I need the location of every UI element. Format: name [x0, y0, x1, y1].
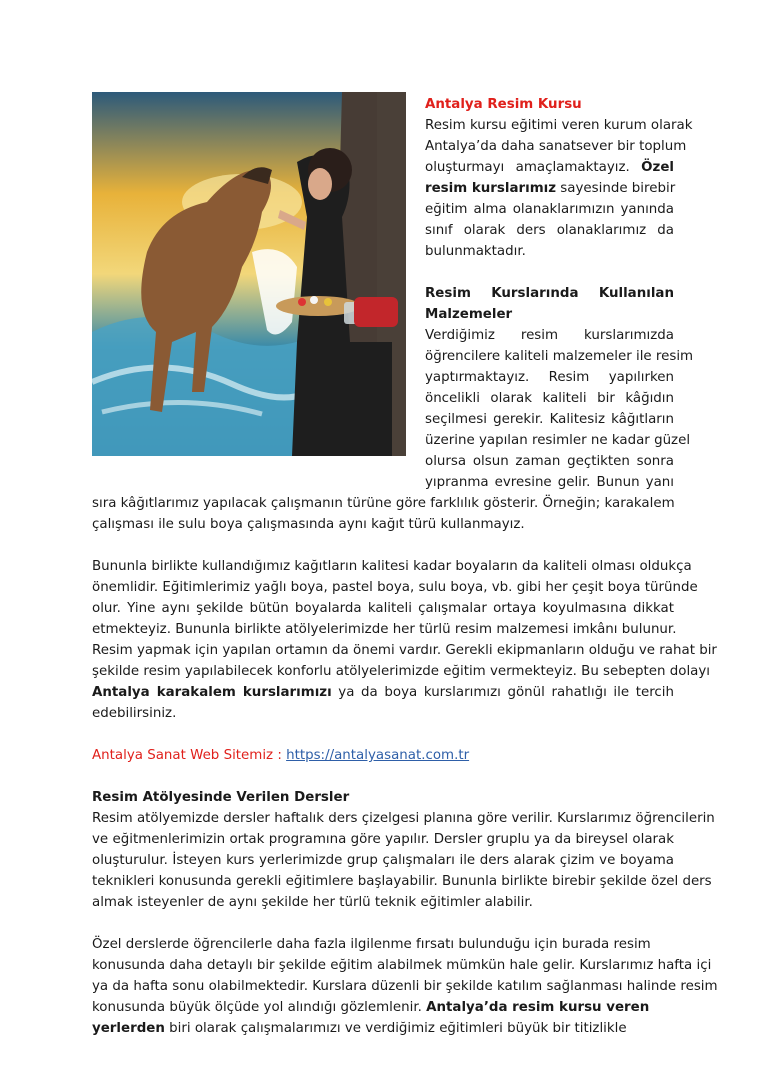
materials-full-line-2: çalışması ile sulu boya çalışmasında aynı kağıt türü kullanmayız. — [92, 517, 525, 532]
intro-bold-ozel: Özel — [641, 160, 674, 175]
paint-line-3: olur. Yine aynı şekilde bütün boyalarda kaliteli çalışmalar ortaya koyulmasına dikkat — [92, 601, 674, 616]
materials-line-2: öğrencilere kaliteli malzemeler ile resim — [425, 349, 694, 364]
lessons-line-2: ve eğitmenlerimizin ortak programına göre yapılır. Dersler gruplu ya da bireysel olarak — [92, 832, 674, 847]
website-link[interactable]: https://antalyasanat.com.tr — [286, 748, 470, 763]
lessons-line-4: teknikleri konusunda gerekli eğitimlere başlayabilir. Bununla birlikte birebir şekilde özel ders — [92, 874, 712, 889]
intro-line-1: Resim kursu eğitimi veren kurum olarak — [425, 118, 693, 133]
paint-line-7 — [92, 682, 674, 703]
intro-line-5: eğitim alma olanaklarımızın yanında — [425, 202, 674, 217]
lessons-line-5: almak isteyenler de aynı şekilde her türlü teknik eğitimler alabilir. — [92, 895, 533, 910]
page-heading: Antalya Resim Kursu — [425, 97, 582, 112]
intro-line-4-text: sayesinde birebir — [556, 181, 676, 196]
materials-line-5: seçilmesi gerekir. Kalitesiz kâğıtların — [425, 412, 674, 427]
intro-line-3 — [425, 157, 674, 178]
paint-line-2: önemlidir. Eğitimlerimiz yağlı boya, pastel boya, sulu boya, vb. gibi her çeşit boya türünde — [92, 580, 698, 595]
private-bold-2: yerlerden — [92, 1021, 165, 1036]
paint-line-5: Resim yapmak için yapılan ortamın da önemi vardır. Gerekli ekipmanların olduğu ve rahat bir — [92, 643, 717, 658]
private-bold-1: Antalya’da resim kursu veren — [426, 1000, 650, 1015]
private-line-4-text: konusunda büyük ölçüde yol alındığı gözlemlenir. — [92, 1000, 427, 1015]
private-line-2: konusunda daha detaylı bir şekilde eğitim alabilmek mümkün hale gelir. Kurslarımız hafta içi — [92, 958, 712, 973]
intro-line-6: sınıf olarak ders olanaklarımız da — [425, 223, 674, 238]
website-line — [92, 745, 674, 766]
intro-line-7: bulunmaktadır. — [425, 244, 526, 259]
private-line-5-text: biri olarak çalışmalarımızı ve verdiğimiz eğitimleri büyük bir titizlikle — [164, 1021, 627, 1036]
intro-line-2: Antalya’da daha sanatsever bir toplum — [425, 139, 687, 154]
intro-line-4 — [425, 178, 674, 199]
lessons-line-1: Resim atölyemizde dersler haftalık ders çizelgesi planına göre verilir. Kurslarımız öğrencilerin — [92, 811, 715, 826]
intro-bold-resim-kurslarimiz: resim kurslarımız — [425, 181, 557, 196]
paint-line-8: edebilirsiniz. — [92, 706, 177, 721]
paint-line-6: şekilde resim yapılabilecek konforlu atölyelerimizde eğitim vermekteyiz. Bu sebepten dolayı — [92, 664, 711, 679]
materials-line-3: yaptırmaktayız. Resim yapılırken — [425, 370, 674, 385]
private-line-3: ya da hafta sonu olabilmektedir. Kurslara düzenli bir şekilde katılım sağlanması halinde resim — [92, 979, 718, 994]
private-line-1: Özel derslerde öğrencilerle daha fazla ilgilenme fırsatı bulunduğu için burada resim — [92, 937, 651, 952]
materials-line-4: öncelikli olarak kaliteli bir kâğıdın — [425, 391, 674, 406]
lessons-line-3: oluşturulur. İsteyen kurs yerlerimizde grup çalışmaları ile ders alarak çizim ve boyama — [92, 853, 674, 868]
private-line-5 — [92, 1018, 674, 1039]
painting-photo — [92, 92, 406, 456]
paint-line-4: etmekteyiz. Bununla birlikte atölyelerimizde her türlü resim malzemesi imkânı bulunur. — [92, 622, 677, 637]
website-label: Antalya Sanat Web Sitemiz : — [92, 748, 287, 763]
materials-line-8: yıpranma evresine gelir. Bunun yanı — [425, 475, 674, 490]
materials-line-6: üzerine yapılan resimler ne kadar güzel — [425, 433, 691, 448]
lessons-heading: Resim Atölyesinde Verilen Dersler — [92, 790, 350, 805]
paint-line-7-text: ya da boya kurslarımızı gönül rahatlığı ile tercih — [331, 685, 674, 700]
materials-heading-line-1: Resim Kurslarında Kullanılan — [425, 286, 674, 301]
paint-line-1: Bununla birlikte kullandığımız kağıtların kalitesi kadar boyaların da kaliteli olması oldukça — [92, 559, 692, 574]
materials-heading-line-2: Malzemeler — [425, 307, 513, 322]
materials-line-1: Verdiğimiz resim kurslarımızda — [425, 328, 674, 343]
paint-bold-karakalem: Antalya karakalem kurslarımızı — [92, 685, 332, 700]
materials-full-line-1: sıra kâğıtlarımız yapılacak çalışmanın türüne göre farklılık gösterir. Örneğin; karakalem — [92, 496, 675, 511]
materials-line-7: olursa olsun zaman geçtikten sonra — [425, 454, 674, 469]
private-line-4 — [92, 997, 674, 1018]
intro-line-3-text: oluşturmayı amaçlamaktayız. — [425, 160, 642, 175]
